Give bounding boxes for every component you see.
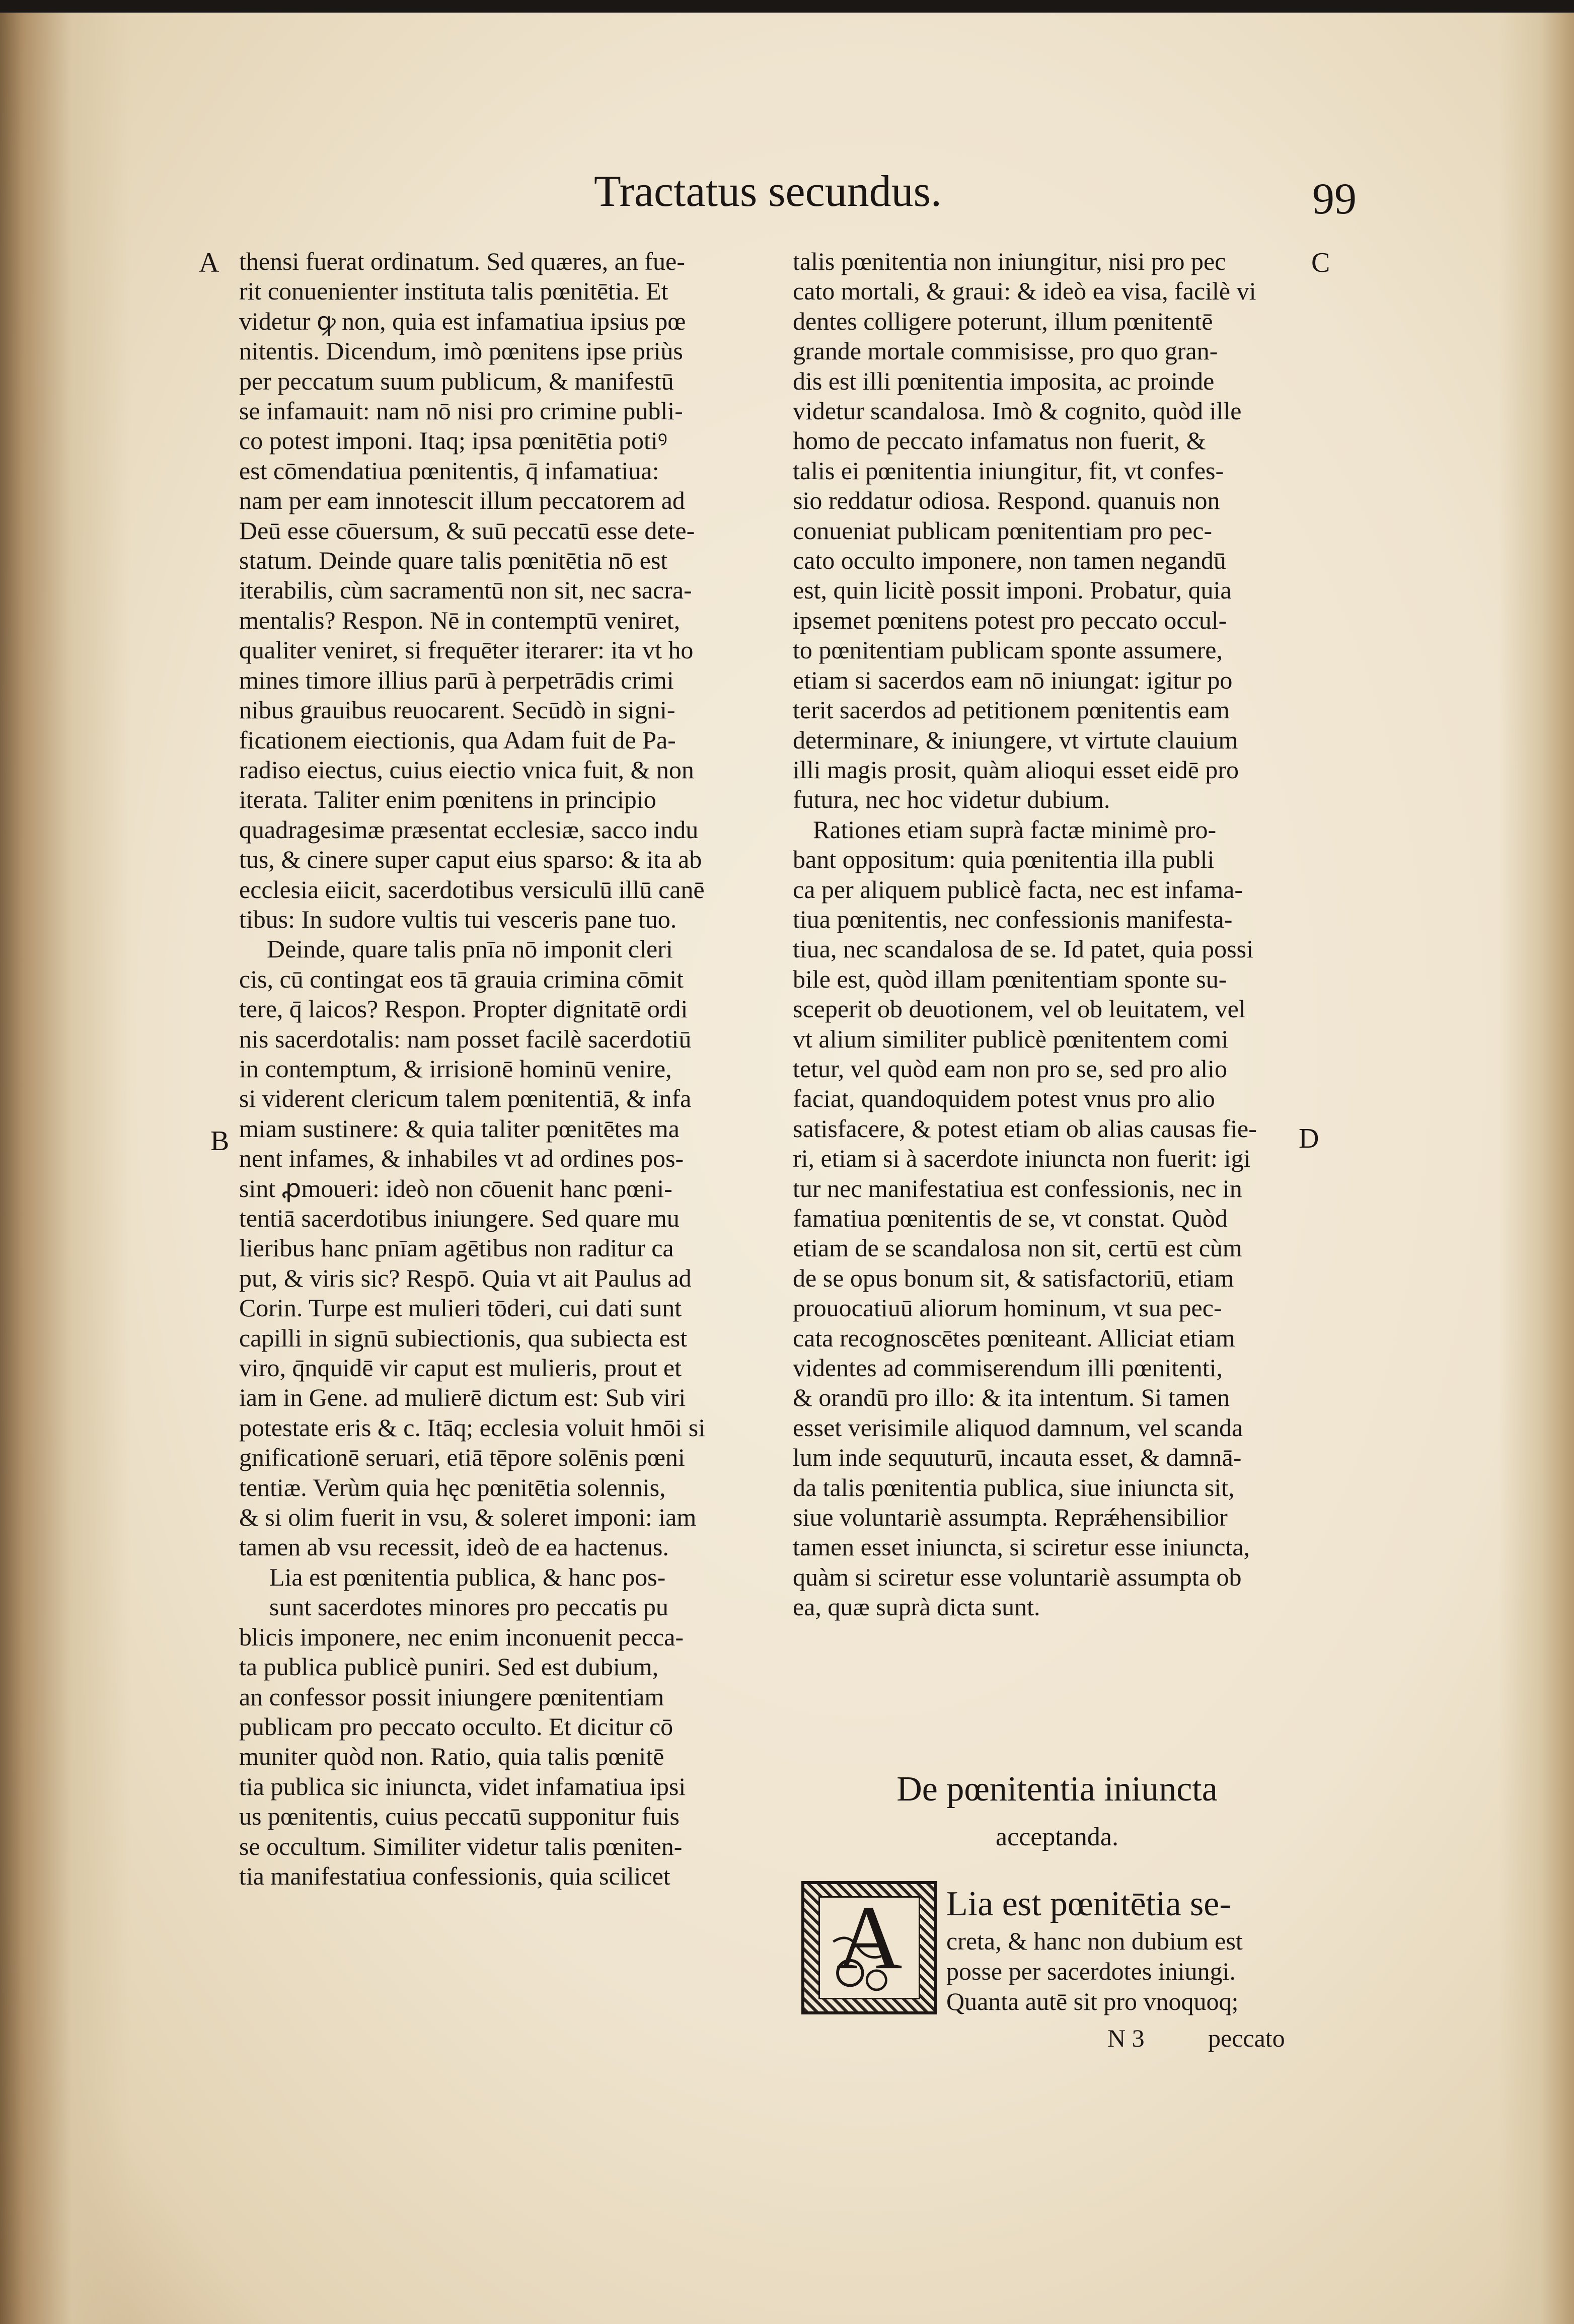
text-line: radiso eiectus, cuius eiectio vnica fuit, & non: [239, 755, 694, 784]
text-line: da talis pœnitentia publica, siue iniuncta sit,: [793, 1473, 1235, 1502]
initial-ornament: [804, 1884, 934, 2011]
text-line: ca per aliquem publicè facta, nec est infama-: [793, 875, 1243, 904]
text-line: sint ꝓmoueri: ideò non cōuenit hanc pœni-: [239, 1174, 672, 1203]
text-line: cata recognoscētes pœniteant. Alliciat etiam: [793, 1323, 1235, 1352]
text-line: videtur scandalosa. Imò & cognito, quòd ille: [793, 397, 1242, 425]
text-line: se occultum. Similiter videtur talis pœniten-: [239, 1832, 683, 1860]
text-line: ficationem eiectionis, qua Adam fuit de Pa-: [239, 725, 676, 754]
text-line: put, & viris sic? Respō. Quia vt ait Paulus ad: [239, 1263, 692, 1292]
text-line: lum inde sequuturū, incauta esset, & damnā-: [793, 1443, 1242, 1472]
text-line: esset verisimile aliquod damnum, vel scanda: [793, 1413, 1243, 1442]
text-line: tiua pœnitentis, nec confessionis manifesta-: [793, 905, 1233, 933]
text-line: etiam de se scandalosa non sit, certū est cùm: [793, 1234, 1242, 1262]
text-line: ipsemet pœnitens potest pro peccato occul-: [793, 606, 1227, 634]
text-line: quàm si sciretur esse voluntariè assumpta ob: [793, 1562, 1242, 1591]
text-line: homo de peccato infamatus non fuerit, &: [793, 426, 1206, 455]
text-line: tia publica sic iniuncta, videt infamatiua ipsi: [239, 1772, 686, 1801]
text-line: tamen ab vsu recessit, ideò de ea hactenus.: [239, 1533, 669, 1561]
running-title: Tractatus secundus.: [594, 167, 942, 216]
text-line: si viderent clericum talem pœnitentiā, & infa: [239, 1084, 692, 1113]
text-line: futura, nec hoc videtur dubium.: [793, 785, 1110, 814]
text-line: videntes ad commiserendum illi pœnitenti,: [793, 1354, 1223, 1382]
text-line: potestate eris & c. Itāq; ecclesia voluit hmōi si: [239, 1413, 706, 1442]
final-line: posse per sacerdotes iniungi.: [946, 1957, 1236, 1985]
text-line: tibus: In sudore vultis tui vesceris pane tuo.: [239, 905, 677, 933]
text-line: prouocatiuū aliorum hominum, vt sua pec-: [793, 1294, 1222, 1322]
text-line: tamen esset iniuncta, si sciretur esse iniuncta,: [793, 1533, 1250, 1561]
final-line: creta, & hanc non dubium est: [946, 1927, 1243, 1955]
text-line: iam in Gene. ad mulierē dictum est: Sub viri: [239, 1383, 686, 1412]
text-line: vt alium similiter publicè pœnitentem comi: [793, 1024, 1229, 1053]
text-line: ea, quæ suprà dicta sunt.: [793, 1593, 1040, 1621]
text-line: talis ei pœnitentia iniungitur, fit, vt confes-: [793, 456, 1224, 485]
text-line: determinare, & iniungere, vt virtute clauium: [793, 725, 1238, 754]
text-line: cis, cū contingat eos tā grauia crimina cōmit: [239, 964, 684, 993]
text-line: an confessor possit iniungere pœnitentiam: [239, 1682, 664, 1711]
text-line: tentiā sacerdotibus iniungere. Sed quare mu: [239, 1204, 680, 1232]
text-line: conueniat publicam pœnitentiam pro pec-: [793, 516, 1213, 545]
text-line: viro, q̄nquidē vir caput est mulieris, prout et: [239, 1354, 682, 1382]
text-line: statum. Deinde quare talis pœnitētia nō est: [239, 546, 668, 575]
text-line: nis sacerdotalis: nam posset facilè sacerdotiū: [239, 1024, 692, 1053]
text-line: bant oppositum: quia pœnitentia illa publi: [793, 845, 1215, 874]
text-line: est cōmendatiua pœnitentis, q̄ infamatiua:: [239, 456, 659, 485]
text-line: nent infames, & inhabiles vt ad ordines pos-: [239, 1144, 684, 1173]
text-line: satisfacere, & potest etiam ob alias causas fie-: [793, 1114, 1257, 1143]
text-line: illi magis prosit, quàm alioqui esset eidē pro: [793, 755, 1239, 784]
text-line: tentiæ. Verùm quia hęc pœnitētia solennis,: [239, 1473, 666, 1502]
text-line: ri, etiam si à sacerdote iniuncta non fuerit: igi: [793, 1144, 1251, 1173]
text-line: to pœnitentiam publicam sponte assumere,: [793, 636, 1223, 664]
text-line: sceperit ob deuotionem, vel ob leuitatem, vel: [793, 995, 1246, 1023]
text-line: qualiter veniret, si frequēter iterarer: ita vt ho: [239, 636, 694, 664]
text-line: iterata. Taliter enim pœnitens in principio: [239, 785, 656, 814]
final-line-big: Lia est pœnitētia se-: [946, 1885, 1231, 1923]
text-line: dis est illi pœnitentia imposita, ac proinde: [793, 366, 1215, 395]
text-line: videtur ꝙ non, quia est infamatiua ipsius pœ: [239, 307, 686, 335]
text-line: bile est, quòd illam pœnitentiam sponte su-: [793, 964, 1227, 993]
catchword: peccato: [1208, 2024, 1285, 2052]
signature-mark: N 3: [1107, 2024, 1145, 2052]
text-line: rit conuenienter instituta talis pœnitētia. Et: [239, 277, 668, 306]
final-line: Quanta autē sit pro vnoquoq;: [946, 1987, 1239, 2015]
text-line: publicam pro peccato occulto. Et dicitur cō: [239, 1712, 673, 1741]
text-line: in contemptum, & irrisionē hominū venire,: [239, 1054, 672, 1083]
text-line: lieribus hanc pnīam agētibus non raditur ca: [239, 1234, 674, 1262]
margin-marker-c: C: [1311, 247, 1330, 278]
text-line: siue voluntariè assumpta. Reprǽhensibilior: [793, 1503, 1228, 1532]
footer-line: [1107, 2023, 1309, 2053]
text-line: quadragesimæ præsentat ecclesiæ, sacco indu: [239, 815, 699, 844]
text-line: cato occulto imponere, non tamen negandū: [793, 546, 1226, 575]
gutter-shadow: [0, 13, 131, 2324]
section-subheading: acceptanda.: [996, 1823, 1118, 1851]
left-text-column: [239, 247, 768, 1891]
text-line: co potest imponi. Itaq; ipsa pœnitētia potiꝰ: [239, 426, 667, 455]
text-line: nam per eam innotescit illum peccatorem ad: [239, 486, 685, 515]
text-line: mentalis? Respon. Nē in contemptū veniret,: [239, 606, 681, 634]
text-line: Deū esse cōuersum, & suū peccatū esse dete-: [239, 516, 695, 545]
text-line: tetur, vel quòd eam non pro se, sed pro alio: [793, 1054, 1228, 1083]
text-line: & si olim fuerit in vsu, & soleret imponi: iam: [239, 1503, 697, 1532]
text-line: tia manifestatiua confessionis, quia scilicet: [239, 1861, 670, 1890]
final-paragraph: [946, 1883, 1309, 2016]
text-line: Rationes etiam suprà factæ minimè pro-: [813, 815, 1217, 844]
text-line: us pœnitentis, cuius peccatū supponitur fuis: [239, 1802, 680, 1831]
text-line: per peccatum suum publicum, & manifestū: [239, 366, 674, 395]
text-line: tiua, nec scandalosa de se. Id patet, quia possi: [793, 935, 1253, 963]
text-line: & orandū pro illo: & ita intentum. Si tamen: [793, 1383, 1230, 1412]
text-line: famatiua pœnitentis de se, vt constat. Quòd: [793, 1204, 1228, 1232]
text-line: terit sacerdos ad petitionem pœnitentis eam: [793, 696, 1230, 724]
text-line: ecclesia eiicit, sacerdotibus versiculū illū canē: [239, 875, 705, 904]
initial-letter: A: [836, 1887, 903, 1989]
text-line: se infamauit: nam nō nisi pro crimine publi-: [239, 397, 683, 425]
book-page: [0, 13, 1574, 2324]
text-line: grande mortale commisisse, pro quo gran-: [793, 337, 1218, 365]
page-number: 99: [1312, 175, 1357, 223]
text-line: gnificationē seruari, etiā tēpore solēnis pœni: [239, 1443, 685, 1472]
text-line: miam sustinere: & quia taliter pœnitētes ma: [239, 1114, 680, 1143]
text-line: sunt sacerdotes minores pro peccatis pu: [269, 1593, 668, 1621]
text-line: etiam si sacerdos eam nō iniungat: igitur po: [793, 665, 1233, 694]
text-line: de se opus bonum sit, & satisfactoriū, etiam: [793, 1263, 1234, 1292]
right-text-column: [793, 247, 1326, 1622]
section-heading: De pœnitentia iniuncta: [896, 1770, 1218, 1809]
text-line: blicis imponere, nec enim inconuenit pecca-: [239, 1622, 684, 1651]
text-line: talis pœnitentia non iniungitur, nisi pro pec: [793, 247, 1226, 275]
text-line: ta publica publicè puniri. Sed est dubium,: [239, 1653, 659, 1681]
margin-marker-a: A: [199, 247, 219, 278]
page-edge: [1498, 13, 1574, 2324]
text-line: capilli in signū subiectionis, qua subiecta est: [239, 1323, 688, 1352]
text-line: tus, & cinere super caput eius sparso: & ita ab: [239, 845, 702, 874]
decorated-initial: [801, 1881, 937, 2014]
text-line: tur nec manifestatiua est confessionis, nec in: [793, 1174, 1242, 1203]
text-line: iterabilis, cùm sacramentū non sit, nec sacra-: [239, 576, 692, 605]
text-line: nitentis. Dicendum, imò pœnitens ipse priùs: [239, 337, 683, 365]
text-line: dentes colligere poterunt, illum pœnitentē: [793, 307, 1213, 335]
text-line: Lia est pœnitentia publica, & hanc pos-: [269, 1562, 666, 1591]
text-line: cato mortali, & graui: & ideò ea visa, facilè vi: [793, 277, 1256, 306]
text-line: mines timore illius parū à perpetrādis crimi: [239, 665, 674, 694]
text-line: thensi fuerat ordinatum. Sed quæres, an fue-: [239, 247, 685, 275]
text-line: muniter quòd non. Ratio, quia talis pœnitē: [239, 1742, 664, 1771]
text-line: nibus grauibus reuocarent. Secūdò in signi-: [239, 696, 676, 724]
text-line: tere, q̄ laicos? Respon. Propter dignitatē ordi: [239, 995, 688, 1023]
text-line: faciat, quandoquidem potest vnus pro alio: [793, 1084, 1215, 1113]
text-line: Corin. Turpe est mulieri tōderi, cui dati sunt: [239, 1294, 682, 1322]
text-line: est, quin licitè possit imponi. Probatur, quia: [793, 576, 1232, 605]
text-line: Deinde, quare talis pnīa nō imponit cleri: [267, 935, 673, 963]
text-line: sio reddatur odiosa. Respond. quanuis non: [793, 486, 1220, 515]
margin-marker-d: D: [1299, 1123, 1319, 1154]
margin-marker-b: B: [210, 1126, 230, 1157]
